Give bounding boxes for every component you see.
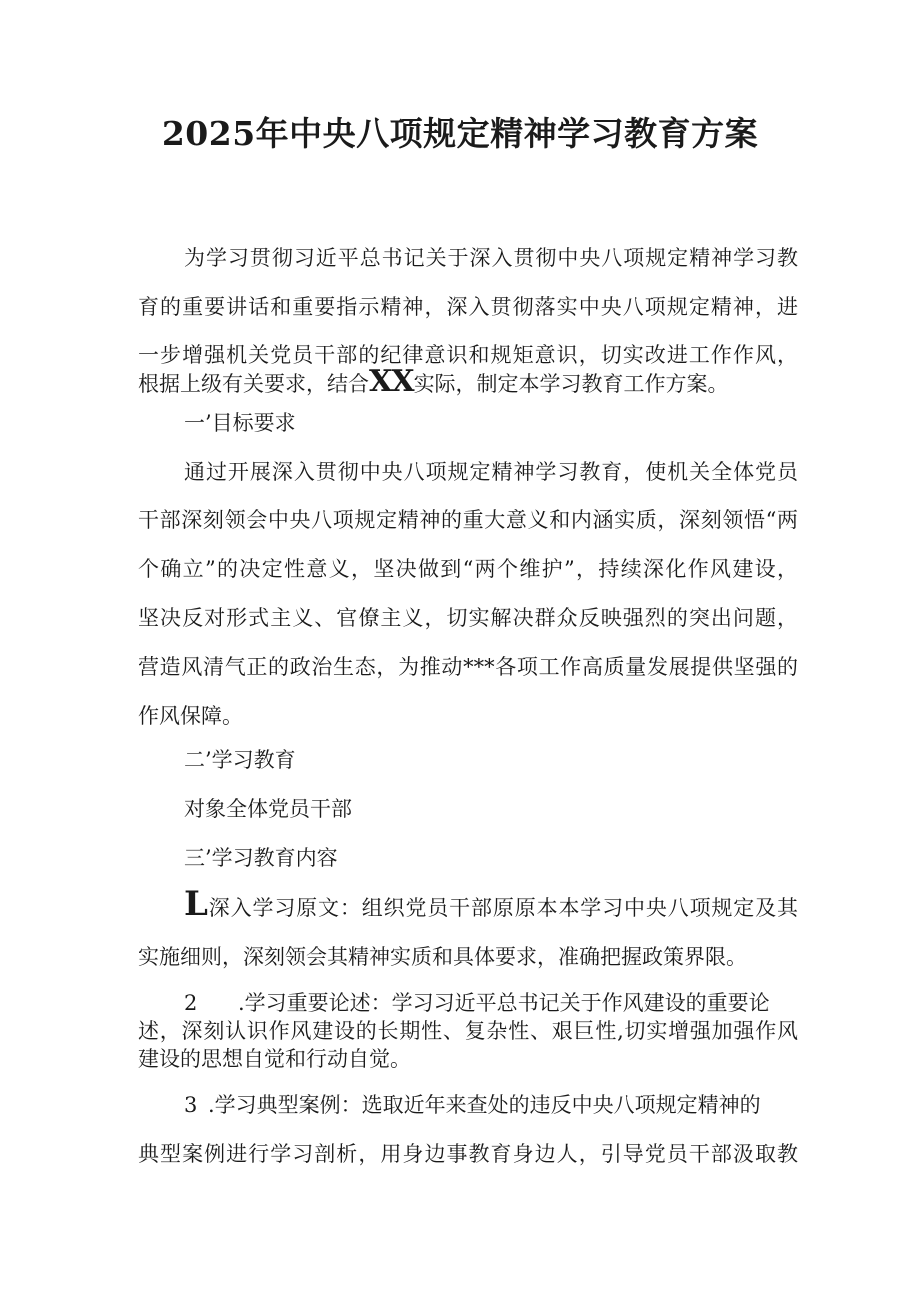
item3-marker: 3 [184,1093,198,1117]
item2-line-3: 建设的思想自觉和行动自觉。 [138,1047,411,1071]
intro-line-4 [138,360,798,406]
section2-heading: 二’学习教育 [184,748,296,772]
section1-line-5: 营造风清气正的政治生态，为推动***各项工作高质量发展提供坚强的 [138,655,798,679]
item2-line-1 [184,988,798,1018]
intro-line-4-after: 实际，制定本学习教育工作方案。 [413,372,729,396]
item2-marker: 2 [184,991,198,1015]
item3-line-1 [184,1090,798,1120]
item1-marker: L [184,884,208,924]
intro-line-3: 一步增强机关党员干部的纪律意识和规矩意识，切实改进工作作风， [138,343,798,367]
intro-line-4-before: 根据上级有关要求，结合 [138,372,369,396]
section1-line-3: 个确立”的决定性意义，坚决做到“两个维护”，持续深化作风建设， [138,557,798,581]
item1-line-1 [184,882,798,930]
item2-line-1-text: .学习重要论述：学习习近平总书记关于作风建设的重要论 [238,991,770,1015]
item2-line-2: 述，深刻认识作风建设的长期性、复杂性、艰巨性,切实增强加强作风 [138,1019,798,1043]
intro-line-1: 为学习贯彻习近平总书记关于深入贯彻中央八项规定精神学习教 [184,246,798,270]
section1-line-2: 干部深刻领会中央八项规定精神的重大意义和内涵实质，深刻领悟“两 [138,508,798,532]
document-title: 2025年中央八项规定精神学习教育方案 [161,114,759,153]
section3-heading: 三’学习教育内容 [184,846,338,870]
section1-heading: 一’目标要求 [184,411,296,435]
intro-line-2: 育的重要讲话和重要指示精神，深入贯彻落实中央八项规定精神，进 [138,295,798,319]
intro-xx-placeholder: XX [369,364,414,399]
section1-line-4: 坚决反对形式主义、官僚主义，切实解决群众反映强烈的突出问题， [138,606,798,630]
item1-line-2: 实施细则，深刻领会其精神实质和具体要求，准确把握政策界限。 [138,945,747,969]
item3-line-2: 典型案例进行学习剖析，用身边事教育身边人，引导党员干部汲取教 [138,1142,798,1166]
section2-text: 对象全体党员干部 [184,797,352,821]
section1-line-1: 通过开展深入贯彻中央八项规定精神学习教育，使机关全体党员 [184,460,798,484]
item1-line-1-text: 深入学习原文：组织党员干部原原本本学习中央八项规定及其 [207,896,798,920]
section1-line-6: 作风保障。 [138,704,243,728]
item3-line-1-text: .学习典型案例：选取近年来查处的违反中央八项规定精神的 [208,1093,761,1117]
